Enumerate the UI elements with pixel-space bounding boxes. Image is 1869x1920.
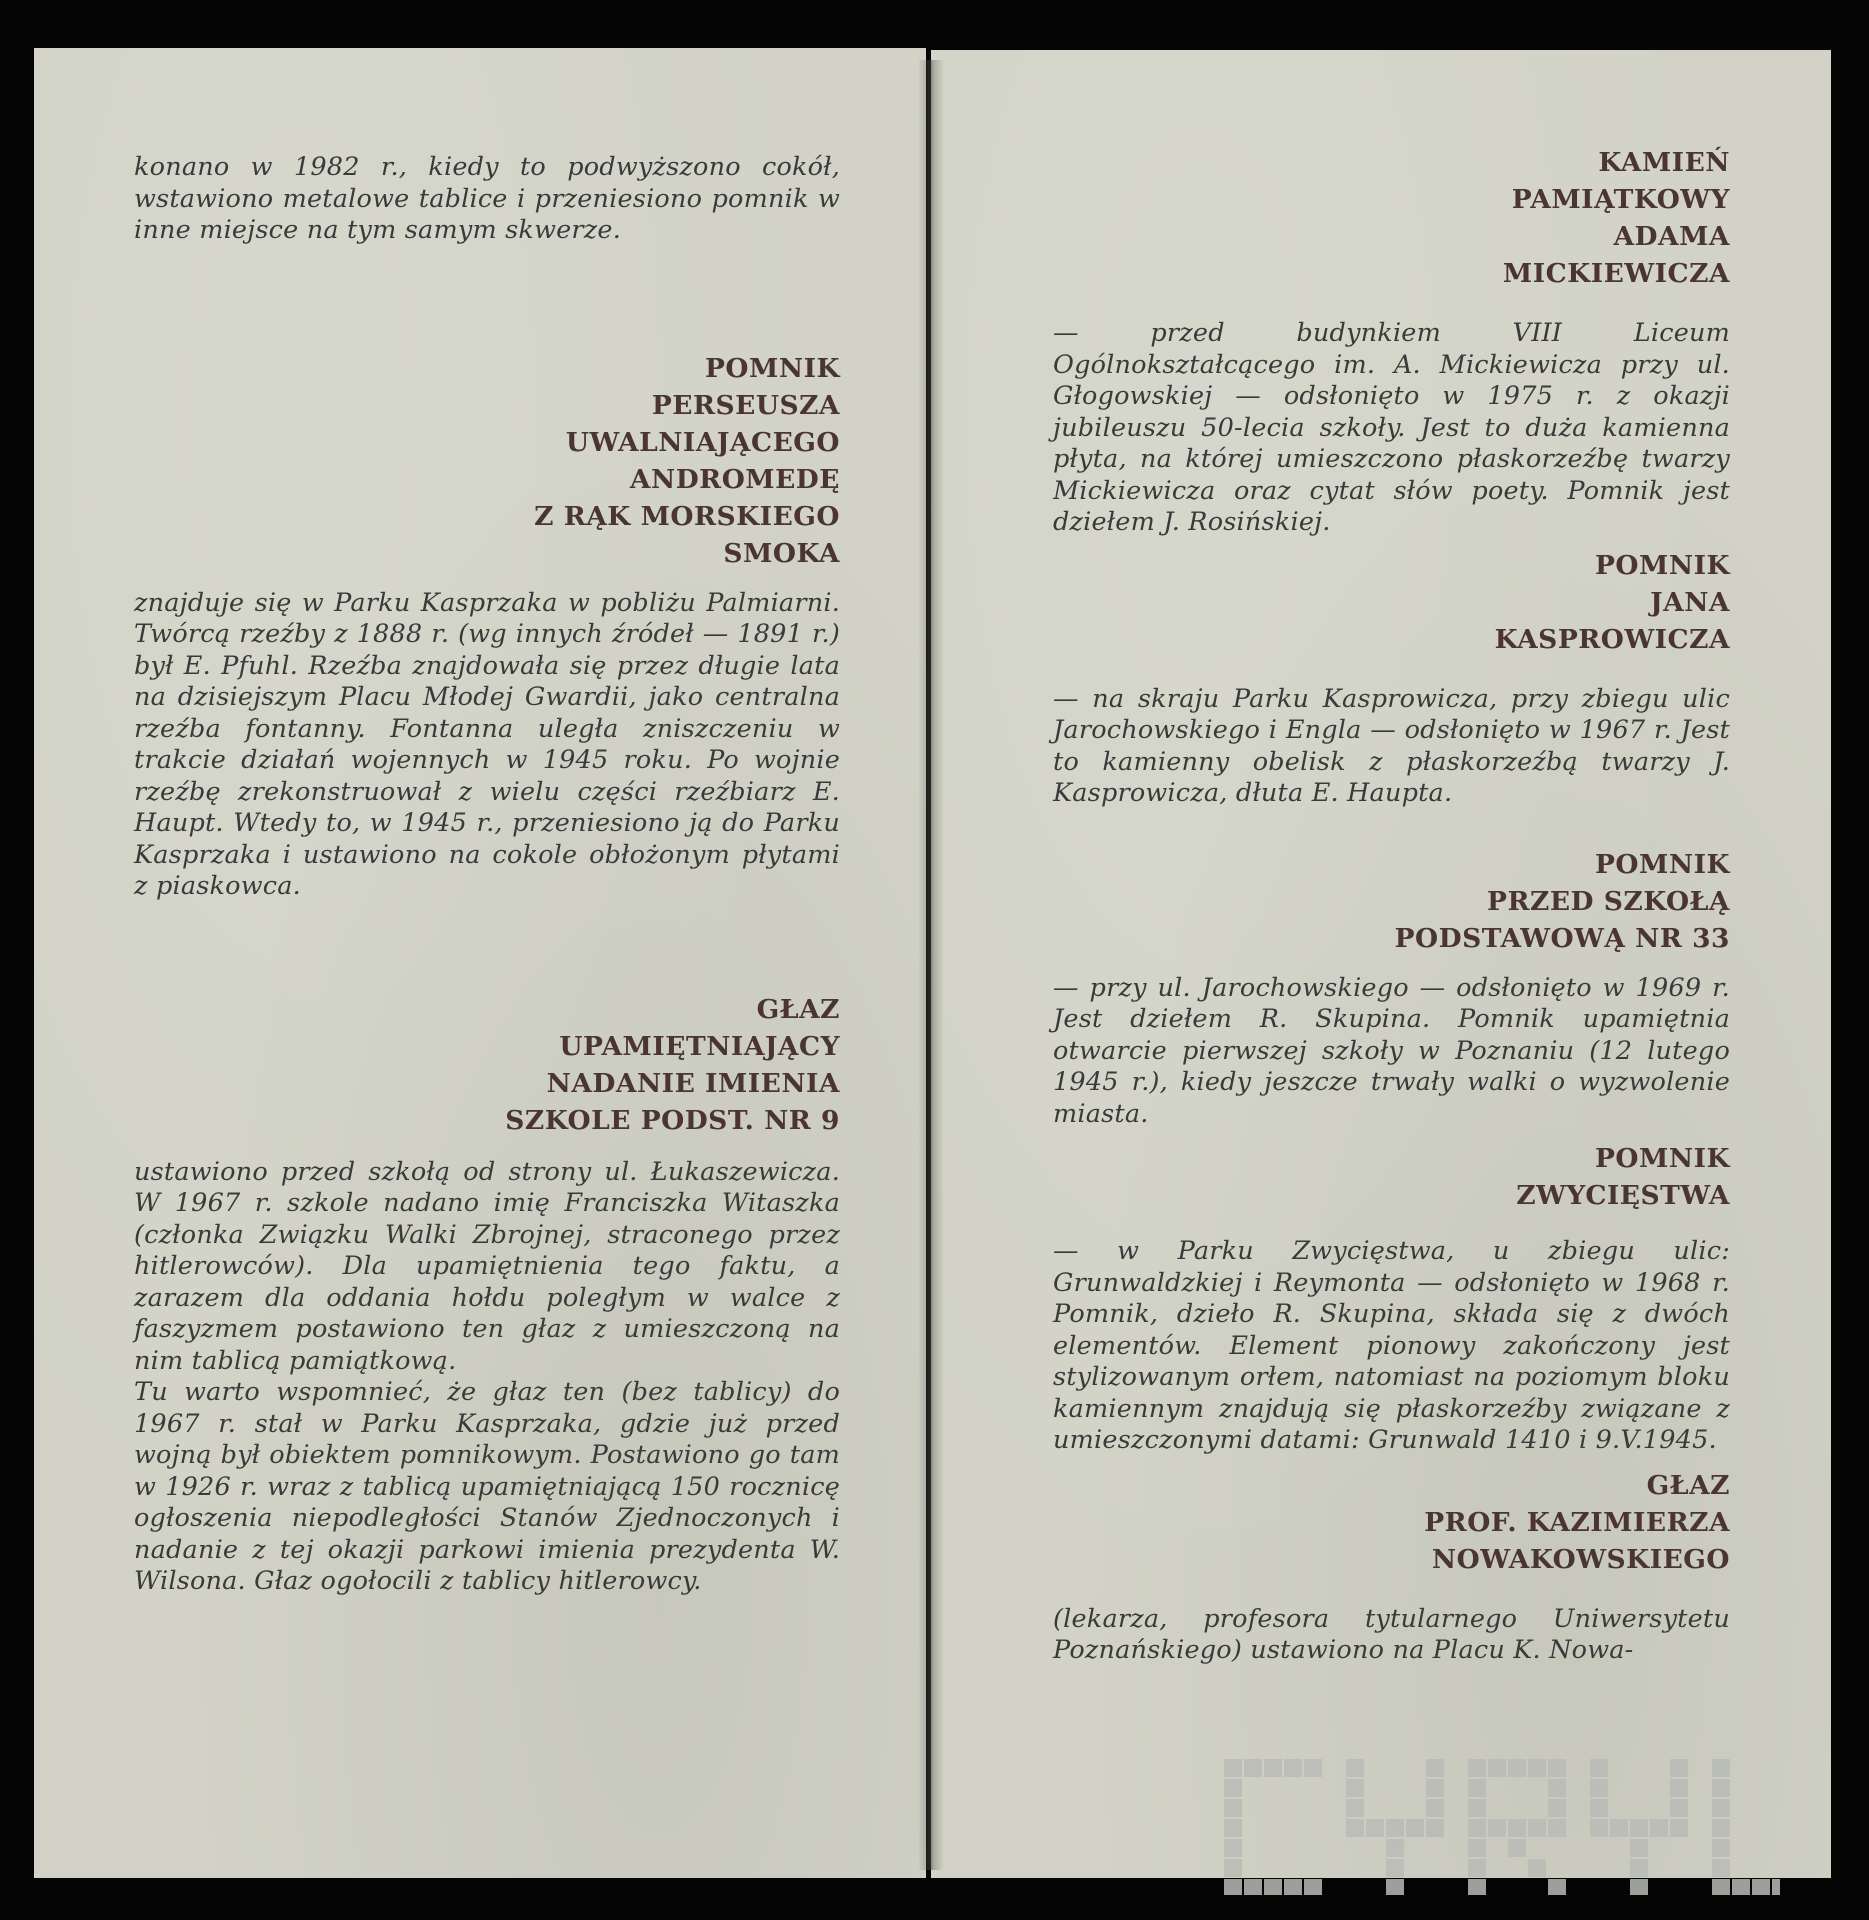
pomnik-kasprowicza-text: — na skraju Parku Kasprowicza, przy zbiegu ulic Jarochowskiego i Engla — odsłonięto w 1967 r. Jest to kamienny obelisk z płaskorzeźbą twarzy J. Kasprowicza, dłuta E. Haupta. (1053, 683, 1730, 808)
watermark-pixel (1752, 1879, 1770, 1895)
watermark-pixel (1528, 1859, 1546, 1877)
watermark-pixel (1426, 1759, 1444, 1777)
watermark-pixel (1548, 1879, 1566, 1895)
watermark-pixel (1224, 1799, 1242, 1817)
heading-line: PAMIĄTKOWY (1511, 184, 1730, 215)
watermark-pixel (1488, 1759, 1506, 1777)
heading-pomnik-kasprowicza (1053, 547, 1730, 658)
watermark-pixel (1386, 1879, 1404, 1895)
watermark-pixel (1224, 1779, 1242, 1797)
book-gutter (918, 60, 944, 1870)
watermark-pixel (1630, 1859, 1648, 1877)
heading-line: POMNIK (1595, 549, 1730, 581)
watermark-pixel (1712, 1859, 1730, 1877)
watermark-pixel (1426, 1779, 1444, 1797)
heading-line: ZWYCIĘSTWA (1516, 1180, 1730, 1211)
watermark-pixel (1732, 1879, 1750, 1895)
watermark-pixel (1548, 1799, 1566, 1817)
watermark-pixel (1426, 1799, 1444, 1817)
heading-pomnik-zwyciestwa (1053, 1140, 1730, 1214)
heading-line: SMOKA (723, 537, 840, 569)
watermark-pixel (1346, 1759, 1364, 1777)
heading-line: MICKIEWICZA (1502, 258, 1730, 289)
watermark-pixel (1528, 1759, 1546, 1777)
watermark-pixel (1304, 1879, 1322, 1895)
heading-line: UWALNIAJĄCEGO (565, 426, 840, 458)
watermark-pixel (1508, 1839, 1526, 1857)
watermark-pixel (1712, 1839, 1730, 1857)
heading-line: SZKOLE PODST. NR 9 (505, 1104, 840, 1136)
watermark-pixel (1468, 1779, 1486, 1797)
watermark-pixel (1386, 1859, 1404, 1877)
heading-line: PROF. KAZIMIERZA (1424, 1506, 1730, 1538)
watermark-pixel (1224, 1819, 1242, 1837)
heading-kamien-mickiewicza (1053, 144, 1730, 292)
heading-pomnik-perseusza (134, 350, 840, 572)
heading-line: Z RĄK MORSKIEGO (534, 500, 840, 532)
watermark-pixel (1264, 1759, 1282, 1777)
watermark-pixel (1264, 1879, 1282, 1895)
watermark-pixel (1224, 1839, 1242, 1857)
watermark-pixel (1590, 1759, 1608, 1777)
heading-line: KAMIEŃ (1598, 147, 1730, 178)
watermark-pixel (1468, 1859, 1486, 1877)
watermark-pixel (1528, 1819, 1546, 1837)
watermark-pixel (1712, 1819, 1730, 1837)
heading-line: NADANIE IMIENIA (546, 1067, 840, 1099)
watermark-pixel (1346, 1799, 1364, 1817)
watermark-pixel (1304, 1759, 1322, 1777)
glaz-nowakowskiego-text: (lekarza, profesora tytularnego Uniwersytetu Poznańskiego) ustawiono na Placu K. Nowa- (1053, 1603, 1730, 1665)
left-column (134, 152, 840, 1598)
heading-line: POMNIK (1595, 1143, 1730, 1174)
heading-line: GŁAZ (756, 993, 840, 1025)
watermark-pixel (1244, 1879, 1262, 1895)
heading-line: JANA (1650, 586, 1730, 618)
watermark-pixel (1426, 1819, 1444, 1837)
watermark-pixel (1650, 1819, 1668, 1837)
watermark-pixel (1468, 1799, 1486, 1817)
left-page (34, 48, 926, 1878)
heading-line: NOWAKOWSKIEGO (1431, 1543, 1730, 1575)
heading-line: PERSEUSZA (651, 389, 840, 421)
watermark-pixel (1284, 1879, 1302, 1895)
watermark-pixel (1670, 1779, 1688, 1797)
watermark-pixel (1386, 1819, 1404, 1837)
watermark-pixel (1224, 1879, 1242, 1895)
watermark-pixel (1366, 1819, 1384, 1837)
cyryl-watermark-logo (1220, 1755, 1780, 1895)
watermark-pixel (1224, 1859, 1242, 1877)
heading-line: PODSTAWOWĄ NR 33 (1394, 922, 1730, 954)
heading-line: ANDROMEDĘ (629, 463, 840, 495)
watermark-pixels (1224, 1759, 1780, 1895)
watermark-pixel (1590, 1799, 1608, 1817)
watermark-pixel (1468, 1879, 1486, 1895)
watermark-pixel (1548, 1779, 1566, 1797)
watermark-pixel (1590, 1819, 1608, 1837)
watermark-pixel (1508, 1819, 1526, 1837)
right-column (1053, 144, 1730, 1667)
pomnik-perseusza-text: znajduje się w Parku Kasprzaka w pobliżu Palmiarni. Twórcą rzeźby z 1888 r. (wg innych źródeł — 1891 r.) był E. Pfuhl. Rzeźba znajdowała się przez długie lata na dzisiejszym Placu Młodej Gwardii, jako centralna rzeźba fontanny. Fontanna uległa zniszczeniu w trakcie działań wojennych w 1945 roku. Po wojnie rzeźbę zrekonstruował z wielu części rzeźbiarz E. Haupt. Wtedy to, w 1945 r., przeniesiono ją do Parku Kasprzaka i ustawiono na cokole obłożonym płytami z piaskowca. (134, 587, 840, 901)
pomnik-zwyciestwa-text: — w Parku Zwycięstwa, u zbiegu ulic: Grunwaldzkiej i Reymonta — odsłonięto w 1968 r. Pomnik, dzieło R. Skupina, składa się z dwóch elementów. Element pionowy zakończony jest stylizowanym orłem, natomiast na poziomym bloku kamiennym znajdują się płaskorzeźby związane z umieszczonymi datami: Grunwald 1410 i 9.V.1945. (1053, 1236, 1730, 1455)
watermark-pixel (1670, 1799, 1688, 1817)
watermark-pixel (1670, 1819, 1688, 1837)
watermark-pixel (1284, 1759, 1302, 1777)
watermark-pixel (1712, 1799, 1730, 1817)
heading-glaz-szkole-nr9 (134, 991, 840, 1139)
watermark-pixel (1548, 1759, 1566, 1777)
watermark-pixel (1712, 1879, 1730, 1895)
heading-line: POMNIK (1595, 848, 1730, 880)
right-page (931, 50, 1831, 1878)
watermark-pixel (1712, 1779, 1730, 1797)
watermark-pixel (1670, 1759, 1688, 1777)
heading-pomnik-szkola-nr33 (1053, 846, 1730, 957)
watermark-pixel (1772, 1879, 1780, 1895)
watermark-pixel (1386, 1839, 1404, 1857)
watermark-pixel (1468, 1819, 1486, 1837)
watermark-pixel (1406, 1819, 1424, 1837)
glaz-szkole-nr9-text: ustawiono przed szkołą od strony ul. Łukaszewicza. W 1967 r. szkole nadano imię Franciszka Witaszka (członka Związku Walki Zbrojnej, straconego przez hitlerowców). Dla upamiętnienia tego faktu, a zarazem dla oddania hołdu poległym w walce z faszyzmem postawiono ten głaz z umieszczoną na nim tablicą pamiątkową. (134, 1156, 840, 1376)
pomnik-szkola-nr33-text: — przy ul. Jarochowskiego — odsłonięto w 1969 r. Jest dziełem R. Skupina. Pomnik upamiętnia otwarcie pierwszej szkoły w Poznaniu (12 lutego 1945 r.), kiedy jeszcze trwały walki o wyzwolenie miasta. (1053, 972, 1730, 1129)
watermark-pixel (1610, 1819, 1628, 1837)
watermark-pixel (1630, 1819, 1648, 1837)
heading-line: UPAMIĘTNIAJĄCY (559, 1030, 840, 1062)
watermark-pixel (1224, 1759, 1242, 1777)
watermark-pixel (1630, 1879, 1648, 1895)
watermark-pixel (1548, 1819, 1566, 1837)
watermark-pixel (1468, 1759, 1486, 1777)
watermark-pixel (1346, 1819, 1364, 1837)
left-intro-text: konano w 1982 r., kiedy to podwyższono cokół, wstawiono metalowe tablice i przeniesiono pomnik w inne miejsce na tym samym skwerze. (134, 152, 840, 245)
watermark-pixel (1488, 1819, 1506, 1837)
glaz-szkole-nr9-text-2: Tu warto wspomnieć, że głaz ten (bez tablicy) do 1967 r. stał w Parku Kasprzaka, gdzie już przed wojną był obiektem pomnikowym. Postawiono go tam w 1926 r. wraz z tablicą upamiętniającą 150 rocznicę ogłoszenia niepodległości Stanów Zjednoczonych i nadanie z tej okazji parkowi imienia prezydenta W. Wilsona. Głaz ogołocili z tablicy hitlerowcy. (134, 1377, 840, 1596)
heading-glaz-nowakowskiego (1053, 1467, 1730, 1578)
heading-line: GŁAZ (1646, 1469, 1730, 1501)
watermark-pixel (1468, 1839, 1486, 1857)
heading-line: PRZED SZKOŁĄ (1487, 885, 1730, 917)
watermark-pixel (1590, 1779, 1608, 1797)
watermark-pixel (1712, 1759, 1730, 1777)
heading-line: KASPROWICZA (1494, 623, 1730, 655)
watermark-pixel (1346, 1779, 1364, 1797)
watermark-pixel (1630, 1839, 1648, 1857)
heading-line: POMNIK (705, 352, 840, 384)
watermark-pixel (1508, 1759, 1526, 1777)
watermark-pixel (1244, 1759, 1262, 1777)
kamien-mickiewicza-text: — przed budynkiem VIII Liceum Ogólnokształcącego im. A. Mickiewicza przy ul. Głogowskiej — odsłonięto w 1975 r. z okazji jubileuszu 50-lecia szkoły. Jest to duża kamienna płyta, na której umieszczono płaskorzeźbę twarzy Mickiewicza oraz cytat słów poety. Pomnik jest dziełem J. Rosińskiej. (1053, 318, 1730, 537)
heading-line: ADAMA (1613, 221, 1730, 252)
